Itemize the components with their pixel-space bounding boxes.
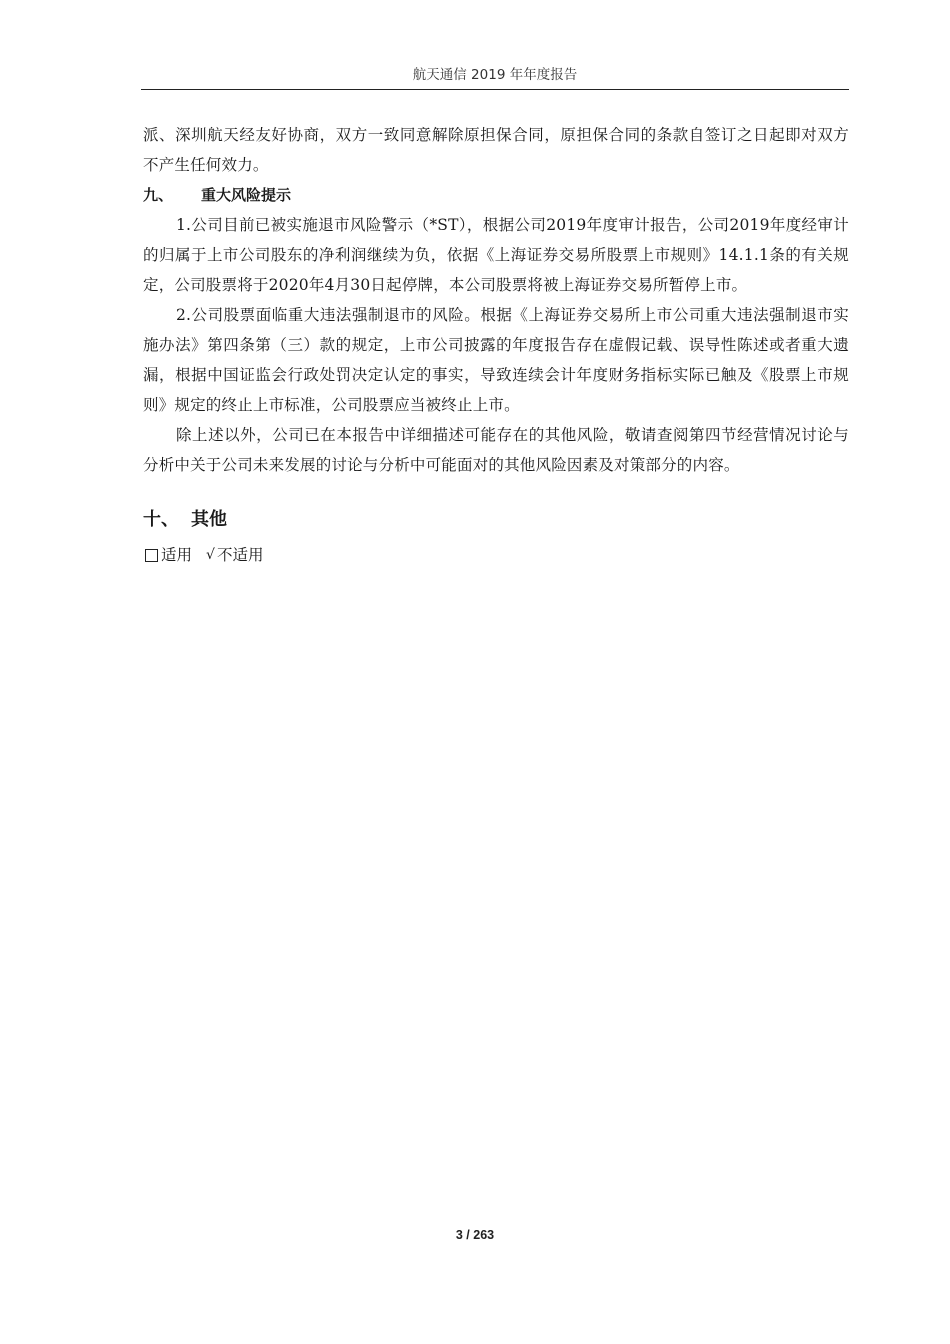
report-title: 航天通信 2019 年年度报告 <box>412 67 578 83</box>
section-9-heading <box>143 180 849 210</box>
checkmark-icon: √ <box>206 547 215 563</box>
section-10-title: 其他 <box>191 509 227 530</box>
continuation-paragraph: 派、深圳航天经友好协商，双方一致同意解除原担保合同，原担保合同的条款自签订之日起即对双方不产生任何效力。 <box>143 126 849 174</box>
document-body <box>143 120 849 568</box>
risk-paragraph-2: 2.公司股票面临重大违法强制退市的风险。根据《上海证券交易所上市公司重大违法强制退市实施办法》第四条第（三）款的规定，上市公司披露的年度报告存在虚假记载、误导性陈述或者重大遗漏，根据中国证监会行政处罚决定认定的事实，导致连续会计年度财务指标实际已触及《股票上市规则》规定的终止上市标准，公司股票应当被终止上市。 <box>143 306 849 414</box>
section-9-title: 重大风险提示 <box>201 186 292 204</box>
section-10-number: 十、 <box>143 509 179 530</box>
not-applicable-label: 不适用 <box>216 546 264 564</box>
empty-checkbox-icon <box>145 549 158 562</box>
page-header <box>141 66 849 90</box>
section-9-number: 九、 <box>143 186 174 204</box>
risk-paragraph-3: 除上述以外，公司已在本报告中详细描述可能存在的其他风险，敬请查阅第四节经营情况讨论与分析中关于公司未来发展的讨论与分析中可能面对的其他风险因素及对策部分的内容。 <box>143 426 849 474</box>
applicable-label: 适用 <box>161 546 193 564</box>
risk-paragraph-1: 1.公司目前已被实施退市风险警示（*ST），根据公司2019年度审计报告，公司2019年度经审计的归属于上市公司股东的净利润继续为负，依据《上海证券交易所股票上市规则》14.1.1条的有关规定，公司股票将于2020年4月30日起停牌，本公司股票将被上海证券交易所暂停上市。 <box>143 216 849 294</box>
page-number: 3 / 263 <box>455 1228 495 1242</box>
applicability-options <box>143 542 849 568</box>
section-10-heading <box>143 504 849 536</box>
